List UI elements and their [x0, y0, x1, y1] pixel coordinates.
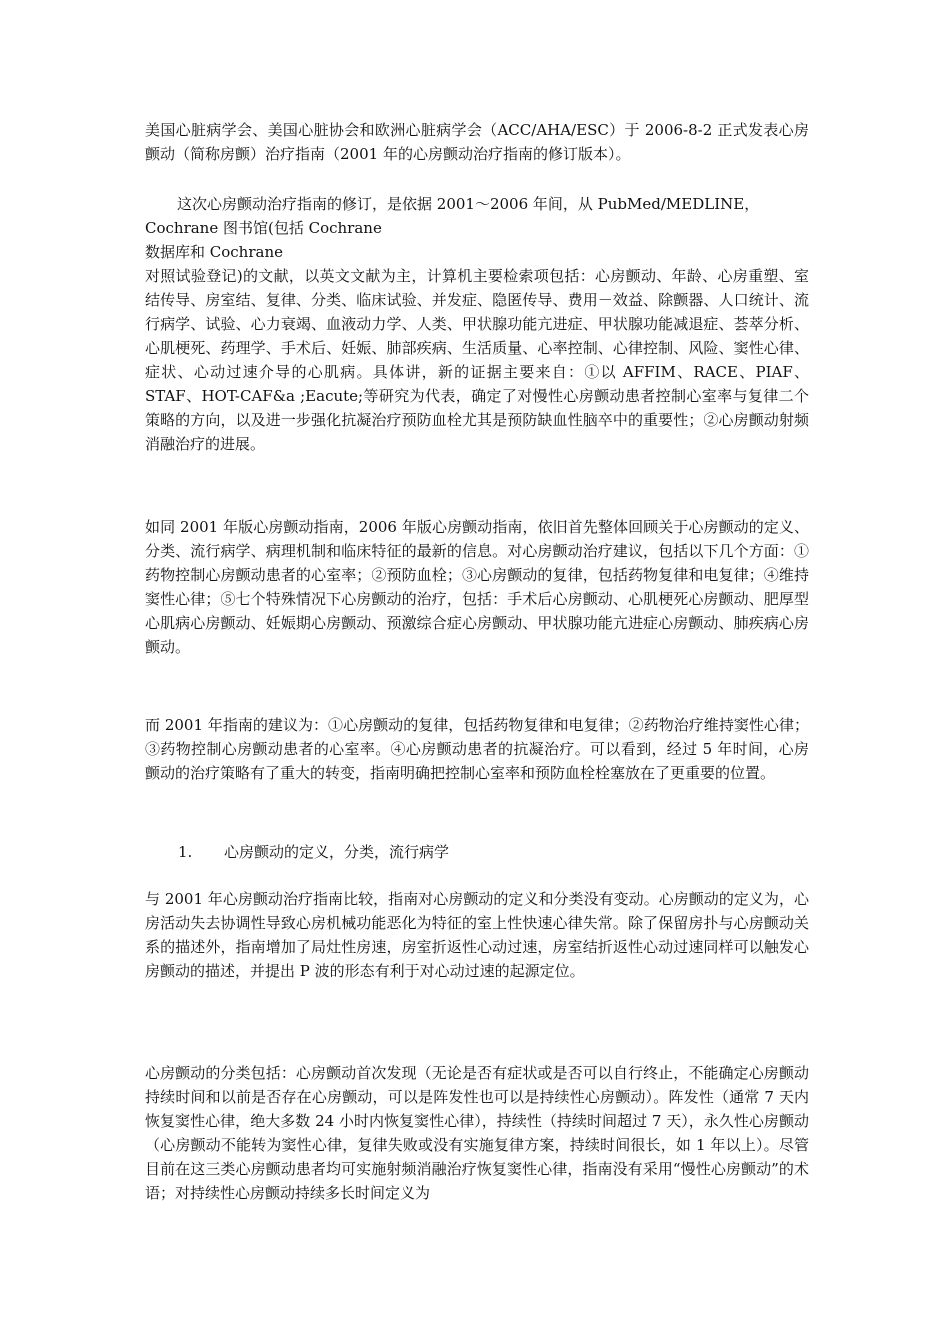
revision-basis-paragraph: [145, 192, 809, 456]
guideline-2001-paragraph: 而 2001 年指南的建议为：①心房颤动的复律，包括药物复律和电复律；②药物治疗维持窦性心律；③药物控制心房颤动患者的心室率。④心房颤动患者的抗凝治疗。可以看到，经过 5 年时间，心房颤动的治疗策略有了重大的转变，指南明确把控制心室率和预防血栓栓塞放在了更重要的位置。: [145, 716, 809, 782]
guideline-2006-paragraph: 如同 2001 年版心房颤动指南，2006 年版心房颤动指南，依旧首先整体回顾关于心房颤动的定义、分类、流行病学、病理机制和临床特征的最新的信息。对心房颤动治疗建议，包括以下几个方面：①药物控制心房颤动患者的心室率；②预防血栓；③心房颤动的复律，包括药物复律和电复律；④维持窦性心律；⑤七个特殊情况下心房颤动的治疗，包括：手术后心房颤动、心肌梗死心房颤动、肥厚型心肌病心房颤动、妊娠期心房颤动、预激综合症心房颤动、甲状腺功能亢进症心房颤动、肺疾病心房颤动。: [145, 518, 809, 656]
intro-paragraph: 美国心脏病学会、美国心脏协会和欧洲心脏病学会（ACC/AHA/ESC）于 2006-8-2 正式发表心房颤动（简称房颤）治疗指南（2001 年的心房颤动治疗指南的修订版本）。: [145, 121, 809, 163]
revision-basis-line-2: Cochrane 图书馆(包括 Cochrane: [145, 219, 382, 237]
revision-basis-line-4: 对照试验登记)的文献，以英文文献为主，计算机主要检索项包括：心房颤动、年龄、心房重塑、室结传导、房室结、复律、分类、临床试验、并发症、隐匿传导、费用－效益、除颤器、人口统计、流行病学、试验、心力衰竭、血液动力学、人类、甲状腺功能亢进症、甲状腺功能减退症、荟萃分析、心肌梗死、药理学、手术后、妊娠、肺部疾病、生活质量、心率控制、心律控制、风险、窦性心律、症状、心动过速介导的心肌病。具体讲，新的证据主要来自：①以 AFFIM、RACE、PIAF、STAF、HOT-CAF&a ;Eacute;等研究为代表，确定了对慢性心房颤动患者控制心室率与复律二个策略的方向，以及进一步强化抗凝治疗预防血栓尤其是预防缺血性脑卒中的重要性；②心房颤动射频消融治疗的进展。: [145, 267, 809, 453]
classification-paragraph: 心房颤动的分类包括：心房颤动首次发现（无论是否有症状或是否可以自行终止，不能确定心房颤动持续时间和以前是否存在心房颤动，可以是阵发性也可以是持续性心房颤动）。阵发性（通常 7 天内恢复窦性心律，绝大多数 24 小时内恢复窦性心律），持续性（持续时间超过 7 天），永久性心房颤动（心房颤动不能转为窦性心律，复律失败或没有实施复律方案，持续时间很长，如 1 年以上）。尽管目前在这三类心房颤动患者均可实施射频消融治疗恢复窦性心律，指南没有采用“慢性心房颤动”的术语；对持续性心房颤动持续多长时间定义为: [145, 1064, 809, 1202]
revision-basis-line-3: 数据库和 Cochrane: [145, 243, 283, 261]
definition-paragraph: 与 2001 年心房颤动治疗指南比较，指南对心房颤动的定义和分类没有变动。心房颤动的定义为，心房活动失去协调性导致心房机械功能恶化为特征的室上性快速心律失常。除了保留房扑与心房颤动关系的描述外，指南增加了局灶性房速，房室折返性心动过速，房室结折返性心动过速同样可以触发心房颤动的描述，并提出 P 波的形态有利于对心动过速的起源定位。: [145, 890, 809, 980]
revision-basis-line-1: 这次心房颤动治疗指南的修订，是依据 2001～2006 年间，从 PubMed/MEDLINE，: [177, 195, 760, 213]
section-heading-title: 心房颤动的定义，分类，流行病学: [224, 843, 450, 861]
section-heading-number: 1.: [178, 843, 193, 861]
